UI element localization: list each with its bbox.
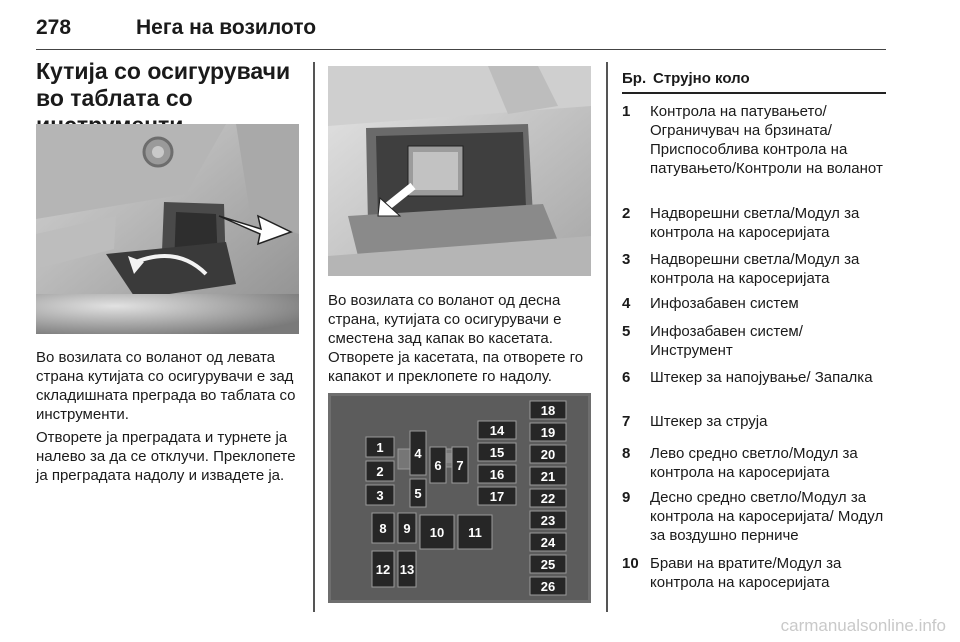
fuse-label-6: 6: [434, 458, 442, 473]
row-number: 7: [622, 413, 631, 430]
row-number: 10: [622, 555, 639, 572]
fuse-label-15: 15: [489, 445, 505, 460]
row-circuit: Надворешни светла/Модул за контрола на каросеријата: [650, 205, 860, 241]
header-circuit: Струјно коло: [653, 70, 750, 87]
fuse-label-18: 18: [540, 403, 556, 418]
page-header: [36, 10, 886, 50]
row-circuit: Штекер за струја: [650, 413, 768, 430]
fuse-label-5: 5: [414, 486, 422, 501]
row-circuit: Инфозабавен систем: [650, 295, 799, 312]
fuse-label-24: 24: [540, 535, 556, 550]
row-number: 1: [622, 103, 631, 120]
fuse-label-14: 14: [489, 423, 505, 438]
row-circuit: Надворешни светла/Модул за контрола на каросеријата: [650, 251, 860, 287]
fuse-circuit-table: [622, 62, 886, 591]
fuse-label-11: 11: [468, 525, 482, 540]
fuse-label-1: 1: [376, 440, 384, 455]
row-circuit: Штекер за напојување/ Запалка: [650, 369, 873, 386]
fuse-label-2: 2: [376, 464, 384, 479]
column-divider-2: [606, 62, 608, 612]
row-number: 2: [622, 205, 631, 222]
fuse-label-16: 16: [489, 467, 505, 482]
row-circuit: Десно средно светло/Модул за контрола на каросеријата/ Модул за воздушно перниче: [650, 489, 884, 544]
fuse-label-17: 17: [489, 489, 505, 504]
fuse-label-22: 22: [540, 491, 556, 506]
header-number: Бр.: [622, 70, 647, 87]
table-header: [622, 62, 886, 94]
photo-left-hand-drive-compartment: [36, 124, 299, 334]
photo-right-hand-drive-glovebox: [328, 66, 591, 276]
fuse-label-7: 7: [456, 458, 464, 473]
row-number: 4: [622, 295, 631, 312]
fuse-label-12: 12: [375, 562, 391, 577]
row-circuit: Контрола на патувањето/ Ограничувач на брзината/ Приспособлива контрола на патувањето/Контроли на воланот: [650, 103, 883, 177]
page-number: 278: [36, 16, 72, 39]
fuse-label-23: 23: [540, 513, 556, 528]
row-circuit: Инфозабавен систем/ Инструмент: [650, 323, 803, 359]
fuse-label-20: 20: [540, 447, 556, 462]
row-number: 5: [622, 323, 631, 340]
row-number: 8: [622, 445, 631, 462]
watermark: carmanualsonline.info: [780, 616, 946, 635]
row-number: 3: [622, 251, 631, 268]
chapter-title: Нега на возилото: [136, 16, 317, 39]
fuse-label-4: 4: [414, 446, 422, 461]
fuse-box-diagram: [328, 393, 591, 603]
fuse-label-13: 13: [399, 562, 415, 577]
paragraph-left-2: Отворете ја преградата и турнете ја налево за да се отклучи. Преклопете ја преградата надолу и извадете ја.: [36, 429, 296, 484]
section-title: Кутија со осигурувачи во таблата со: [36, 58, 291, 111]
fuse-label-10: 10: [429, 525, 445, 540]
fuse-label-8: 8: [379, 521, 387, 536]
column-divider-1: [313, 62, 315, 612]
fuse-label-21: 21: [540, 469, 556, 484]
fuse-label-25: 25: [540, 557, 556, 572]
row-number: 9: [622, 489, 631, 506]
fuse-label-26: 26: [540, 579, 556, 594]
paragraph-left-1: Во возилата со воланот од левата страна кутијата со осигурувачи е зад складишната преграда во таблата со инструменти.: [36, 349, 296, 423]
row-number: 6: [622, 369, 631, 386]
fuse-label-3: 3: [376, 488, 384, 503]
row-circuit: Брави на вратите/Модул за контрола на каросеријата: [650, 555, 842, 591]
fuse-label-9: 9: [403, 521, 411, 536]
row-circuit: Лево средно светло/Модул за контрола на каросеријата: [650, 445, 858, 481]
fuse-label-19: 19: [540, 425, 556, 440]
paragraph-right-hand-drive: Во возилата со воланот од десна страна, кутијата со осигурувачи е сместена зад капак во касетата. Отворете ја касетата, па отворете го капакот и преклопете го надолу.: [328, 292, 584, 385]
